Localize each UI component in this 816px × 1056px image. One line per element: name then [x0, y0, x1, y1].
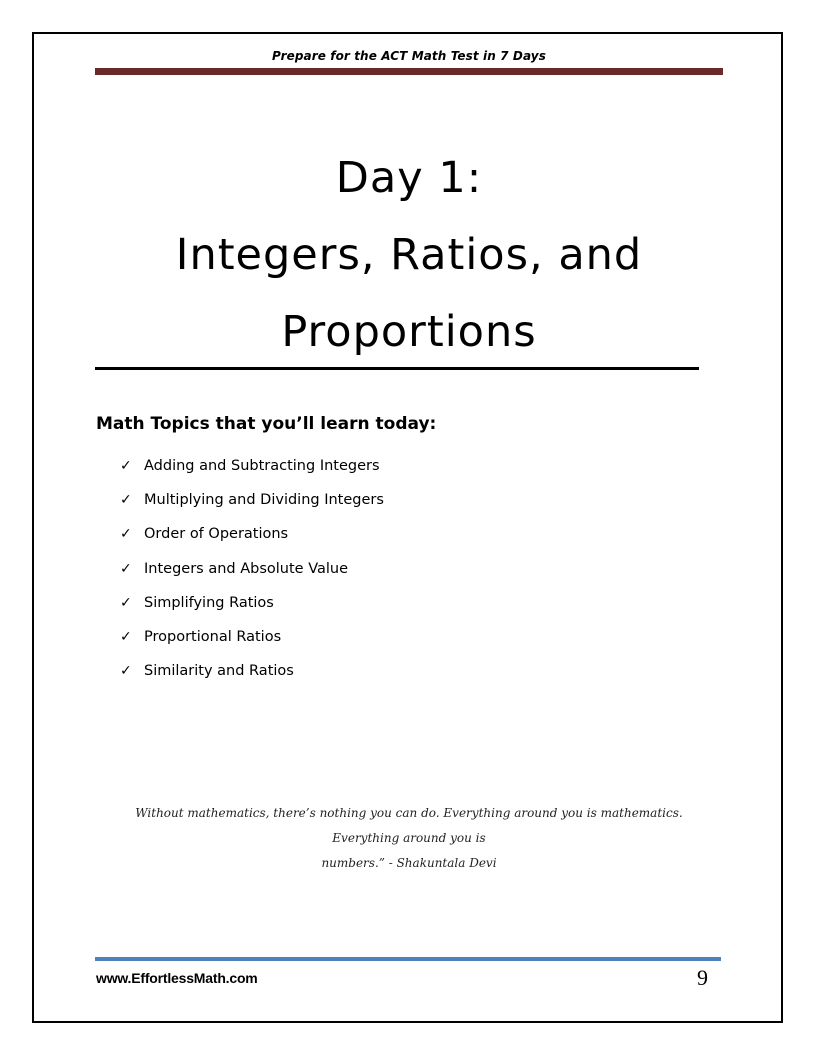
list-item — [120, 559, 384, 593]
topic-label: Integers and Absolute Value — [144, 560, 349, 577]
footer-website-link[interactable]: www.EffortlessMath.com — [96, 970, 258, 986]
check-icon: ✓ — [120, 594, 132, 611]
title-divider — [95, 367, 699, 370]
check-icon: ✓ — [120, 492, 132, 509]
check-icon: ✓ — [120, 628, 132, 645]
check-icon: ✓ — [120, 458, 132, 474]
list-item — [120, 524, 384, 558]
list-item — [120, 627, 384, 661]
topics-list — [120, 456, 384, 695]
topic-label: Simplifying Ratios — [144, 594, 274, 611]
topic-label: Similarity and Ratios — [144, 663, 294, 680]
list-item — [120, 593, 384, 627]
chapter-title — [95, 140, 723, 371]
chapter-title-line-1: Day 1: — [335, 153, 483, 203]
page-number: 9 — [697, 965, 708, 990]
check-icon: ✓ — [120, 560, 132, 577]
topic-label: Proportional Ratios — [144, 628, 282, 645]
check-icon: ✓ — [120, 526, 132, 543]
quote — [110, 801, 708, 876]
topic-label: Order of Operations — [144, 526, 289, 543]
list-item — [120, 456, 384, 490]
topic-label: Multiplying and Dividing Integers — [144, 492, 384, 509]
topic-label: Adding and Subtracting Integers — [144, 458, 380, 474]
quote-line-2: numbers.” - Shakuntala Devi — [321, 856, 497, 870]
footer-rule — [95, 957, 721, 961]
chapter-title-line-3: Proportions — [281, 307, 537, 357]
chapter-title-line-2: Integers, Ratios, and — [175, 230, 643, 280]
topics-heading: Math Topics that you’ll learn today: — [96, 414, 437, 434]
list-item — [120, 661, 384, 695]
running-header: Prepare for the ACT Math Test in 7 Days — [272, 49, 546, 63]
header-rule — [95, 68, 723, 75]
quote-line-1: Without mathematics, there’s nothing you can do. Everything around you is mathematics. Everything around you is — [135, 806, 683, 845]
check-icon: ✓ — [120, 663, 132, 680]
list-item — [120, 490, 384, 524]
